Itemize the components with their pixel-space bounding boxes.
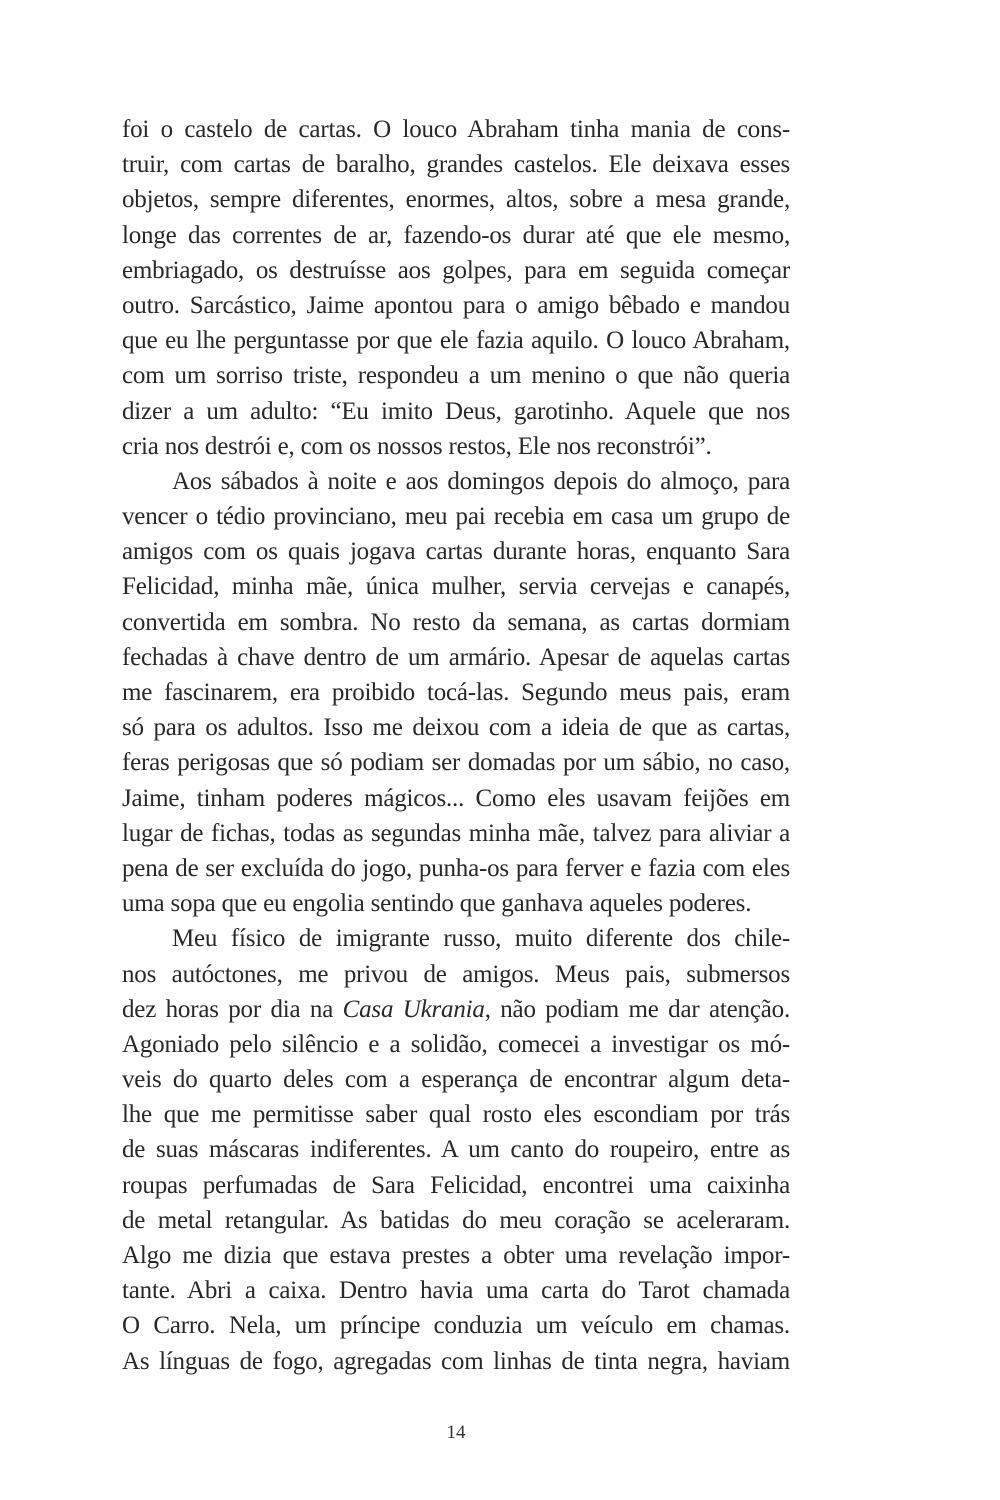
text-segment: só para os adultos. Isso me deixou com a ideia de que as cartas,: [122, 714, 790, 742]
text-line: [122, 253, 790, 288]
text-segment: truir, com cartas de baralho, grandes castelos. Ele deixava esses: [122, 151, 790, 179]
text-segment: uma sopa que eu engolia sentindo que ganhava aqueles poderes.: [122, 890, 752, 918]
text-line: [122, 534, 790, 569]
text-segment: lhe que me permitisse saber qual rosto eles escondiam por trás: [122, 1101, 790, 1129]
text-segment: , não podiam me dar atenção.: [484, 995, 790, 1023]
text-line: [122, 1308, 790, 1343]
text-line: [122, 288, 790, 323]
text-line: [122, 816, 790, 851]
text-segment: longe das correntes de ar, fazendo-os durar até que ele mesmo,: [122, 221, 790, 249]
text-segment: fechadas à chave dentro de um armário. Apesar de aquelas cartas: [122, 643, 790, 671]
text-line: [122, 1203, 790, 1238]
text-line: [122, 640, 790, 675]
text-line: [122, 358, 790, 393]
text-segment: Agoniado pelo silêncio e a solidão, comecei a investigar os mó-: [122, 1030, 790, 1058]
text-segment: feras perigosas que só podiam ser domadas por um sábio, no caso,: [122, 749, 790, 777]
text-segment: embriagado, os destruísse aos golpes, para em seguida começar: [122, 256, 790, 284]
text-segment: com um sorriso triste, respondeu a um menino o que não queria: [122, 362, 790, 390]
text-line: [122, 112, 790, 147]
text-line: [122, 394, 790, 429]
text-line: [122, 218, 790, 253]
text-segment: Felicidad, minha mãe, única mulher, servia cervejas e canapés,: [122, 573, 790, 601]
text-line: [122, 886, 790, 921]
text-line: [122, 921, 790, 956]
text-segment: me fascinarem, era proibido tocá-las. Segundo meus pais, eram: [122, 679, 790, 706]
text-line: [122, 323, 790, 358]
text-segment: amigos com os quais jogava cartas durante horas, enquanto Sara: [122, 538, 790, 566]
text-segment: As línguas de fogo, agregadas com linhas de tinta negra, haviam: [122, 1347, 790, 1375]
text-segment: foi o castelo de cartas. O louco Abraham tinha mania de cons-: [122, 116, 790, 143]
text-line: [122, 851, 790, 886]
text-line: [122, 992, 790, 1027]
text-line: [122, 464, 790, 499]
text-segment: O Carro. Nela, um príncipe conduzia um veículo em chamas.: [122, 1312, 790, 1340]
text-line: [122, 1344, 790, 1379]
text-line: [122, 1132, 790, 1167]
text-line: [122, 1027, 790, 1062]
text-segment: outro. Sarcástico, Jaime apontou para o amigo bêbado e mandou: [122, 291, 790, 319]
text-line: [122, 675, 790, 710]
text-segment: dez horas por dia na: [122, 995, 343, 1023]
text-line: [122, 957, 790, 992]
text-segment: veis do quarto deles com a esperança de encontrar algum deta-: [122, 1066, 790, 1094]
text-line: [122, 1273, 790, 1308]
text-segment: objetos, sempre diferentes, enormes, altos, sobre a mesa grande,: [122, 186, 790, 214]
paragraph: [122, 112, 790, 464]
page-number: 14: [446, 1422, 466, 1443]
text-line: [122, 147, 790, 182]
text-segment: vencer o tédio provinciano, meu pai recebia em casa um grupo de: [122, 503, 790, 531]
text-segment: dizer a um adulto: “Eu imito Deus, garotinho. Aquele que nos: [122, 397, 790, 425]
text-line: [122, 182, 790, 217]
text-line: [122, 710, 790, 745]
text-segment: que eu lhe perguntasse por que ele fazia aquilo. O louco Abraham,: [122, 327, 790, 355]
paragraph: [122, 921, 790, 1378]
text-segment: de metal retangular. As batidas do meu coração se aceleraram.: [122, 1206, 790, 1234]
text-line: [122, 745, 790, 780]
italic-text: Casa Ukrania: [342, 995, 485, 1023]
text-segment: Jaime, tinham poderes mágicos... Como eles usavam feijões em: [122, 784, 790, 812]
text-line: [122, 569, 790, 604]
text-segment: nos autóctones, me privou de amigos. Meus pais, submersos: [122, 960, 790, 988]
text-line: [122, 1168, 790, 1203]
text-block: [122, 112, 790, 1379]
text-line: [122, 1238, 790, 1273]
text-segment: Aos sábados à noite e aos domingos depois do almoço, para: [172, 467, 790, 495]
text-line: [122, 605, 790, 640]
paragraph: [122, 464, 790, 921]
text-line: [122, 429, 790, 464]
text-line: [122, 499, 790, 534]
text-line: [122, 781, 790, 816]
text-segment: de suas máscaras indiferentes. A um canto do roupeiro, entre as: [122, 1136, 790, 1164]
text-line: [122, 1097, 790, 1132]
text-segment: convertida em sombra. No resto da semana, as cartas dormiam: [122, 608, 790, 636]
text-segment: pena de ser excluída do jogo, punha-os para ferver e fazia com eles: [122, 854, 790, 882]
text-segment: roupas perfumadas de Sara Felicidad, encontrei uma caixinha: [122, 1171, 790, 1199]
text-segment: Algo me dizia que estava prestes a obter uma revelação impor-: [122, 1242, 790, 1269]
text-segment: lugar de fichas, todas as segundas minha mãe, talvez para aliviar a: [122, 819, 790, 847]
text-segment: Meu físico de imigrante russo, muito diferente dos chile-: [172, 925, 790, 953]
text-segment: tante. Abri a caixa. Dentro havia uma carta do Tarot chamada: [122, 1277, 790, 1305]
text-line: [122, 1062, 790, 1097]
text-segment: cria nos destrói e, com os nossos restos, Ele nos reconstrói”.: [122, 432, 712, 460]
